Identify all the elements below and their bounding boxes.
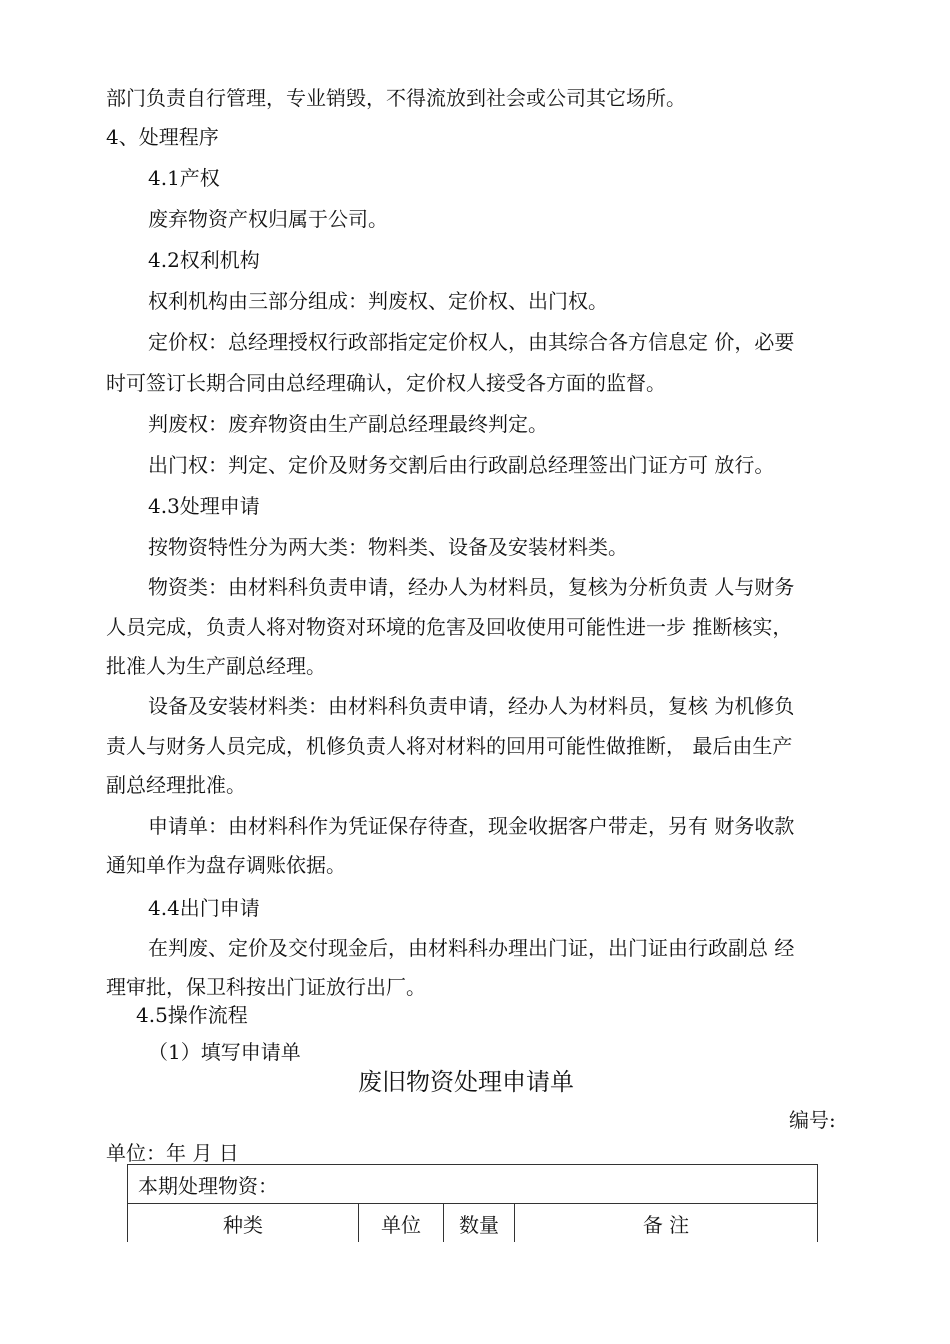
step-fill-form: （1）填写申请单 [148,1040,301,1064]
body-line-authority: 权利机构由三部分组成：判废权、定价权、出门权。 [148,289,608,313]
subsection-heading-4-4: 4.4出门申请 [148,896,260,920]
body-line-exit-apply-1: 在判废、定价及交付现金后，由材料科办理出门证，出门证由行政副总 经 [148,936,795,960]
body-line-categories: 按物资特性分为两大类：物料类、设备及安装材料类。 [148,535,628,559]
subsection-heading-4-3: 4.3处理申请 [148,494,260,518]
current-materials-cell [128,1165,818,1204]
column-header-unit: 单位 [359,1204,444,1243]
body-line-materials-1: 物资类：由材料科负责申请，经办人为材料员，复核为分析负责 人与财务 [148,575,795,599]
body-line-exit: 出门权：判定、定价及财务交割后由行政副总经理签出门证方可 放行。 [148,453,775,477]
body-line-materials-3: 批准人为生产副总经理。 [106,654,326,678]
body-line-ownership: 废弃物资产权归属于公司。 [148,207,388,231]
current-materials-label: 本期处理物资： [138,1173,278,1198]
subsection-heading-4-1: 4.1产权 [148,166,220,190]
subsection-heading-4-5: 4.5操作流程 [136,1003,248,1027]
column-header-remarks: 备 注 [515,1204,818,1243]
body-line-1: 部门负责自行管理，专业销毁，不得流放到社会或公司其它场所。 [106,86,686,110]
form-unit-date-label: 单位：年 月 日 [106,1141,239,1165]
body-line-materials-2: 人员完成，负责人将对物资对环境的危害及回收使用可能性进一步 推断核实， [106,615,793,639]
body-line-equipment-1: 设备及安装材料类：由材料科负责申请，经办人为材料员，复核 为机修负 [148,694,795,718]
section-heading-4: 4、处理程序 [106,125,219,149]
body-line-exit-apply-2: 理审批，保卫科按出门证放行出厂。 [106,975,426,999]
column-header-type: 种类 [128,1204,359,1243]
subsection-heading-4-2: 4.2权利机构 [148,248,260,272]
body-line-pricing-1: 定价权：总经理授权行政部指定定价权人，由其综合各方信息定 价，必要 [148,330,795,354]
body-line-form-1: 申请单：由材料科作为凭证保存待查，现金收据客户带走，另有 财务收款 [148,814,795,838]
application-form-table [127,1164,818,1242]
body-line-equipment-2: 责人与财务人员完成，机修负责人将对材料的回用可能性做推断， 最后由生产 [106,734,793,758]
body-line-form-2: 通知单作为盘存调账依据。 [106,853,346,877]
body-line-pricing-2: 时可签订长期合同由总经理确认，定价权人接受各方面的监督。 [106,371,666,395]
body-line-scrap: 判废权：废弃物资由生产副总经理最终判定。 [148,412,548,436]
form-title: 废旧物资处理申请单 [358,1068,574,1096]
form-number-label: 编号: [789,1108,836,1132]
body-line-equipment-3: 副总经理批准。 [106,773,246,797]
column-header-quantity: 数量 [444,1204,515,1243]
